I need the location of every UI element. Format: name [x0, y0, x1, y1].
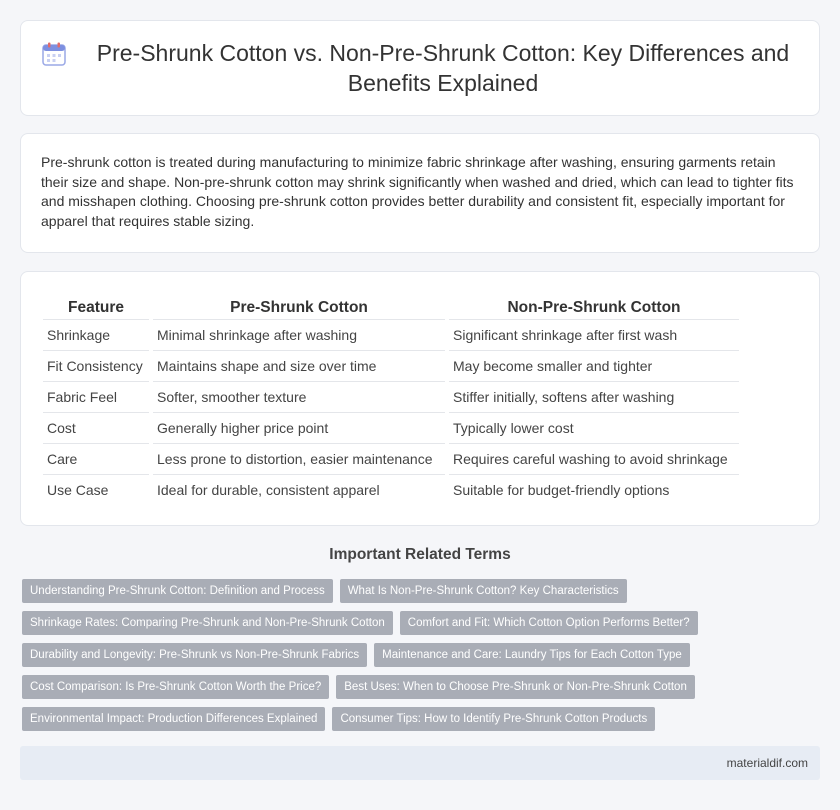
related-term-tag[interactable]: Environmental Impact: Production Differences Explained [22, 707, 325, 731]
row-feature: Fabric Feel [43, 381, 149, 412]
header-feature: Feature [68, 299, 124, 316]
row-pre-shrunk-value: Maintains shape and size over time [153, 350, 445, 381]
row-non-pre-shrunk-value: Suitable for budget-friendly options [449, 474, 739, 505]
related-term-tag[interactable]: Cost Comparison: Is Pre-Shrunk Cotton Worth the Price? [22, 675, 329, 699]
intro-paragraph: Pre-shrunk cotton is treated during manufacturing to minimize fabric shrinkage after washing, ensuring garments retain their size and shape. Non-pre-shrunk cotton may shrink significantly when washed and dried, which can lead to tighter fits and misshapen clothing. Choosing pre-shrunk cotton provides better durability and consistent fit, especially important for apparel that requires stable sizing. [41, 154, 794, 229]
row-non-pre-shrunk-value: Requires careful washing to avoid shrinkage [449, 443, 739, 474]
table-row [43, 474, 739, 505]
page-title: Pre-Shrunk Cotton vs. Non-Pre-Shrunk Cotton: Key Differences and Benefits Explained [96, 40, 790, 96]
row-non-pre-shrunk-value: Stiffer initially, softens after washing [449, 381, 739, 412]
table-row [43, 381, 739, 412]
table-row [43, 412, 739, 443]
related-terms-title: Important Related Terms [329, 546, 511, 563]
table-row [43, 350, 739, 381]
related-term-tag[interactable]: Understanding Pre-Shrunk Cotton: Definition and Process [22, 579, 333, 603]
row-pre-shrunk-value: Minimal shrinkage after washing [153, 319, 445, 350]
footer [20, 746, 820, 780]
row-pre-shrunk-value: Ideal for durable, consistent apparel [153, 474, 445, 505]
row-pre-shrunk-value: Softer, smoother texture [153, 381, 445, 412]
row-feature: Care [43, 443, 149, 474]
row-feature: Cost [43, 412, 149, 443]
related-terms-list [22, 579, 822, 731]
row-non-pre-shrunk-value: Typically lower cost [449, 412, 739, 443]
related-term-tag[interactable]: What Is Non-Pre-Shrunk Cotton? Key Characteristics [340, 579, 627, 603]
table-row [43, 443, 739, 474]
row-feature: Use Case [43, 474, 149, 505]
related-term-tag[interactable]: Comfort and Fit: Which Cotton Option Performs Better? [400, 611, 698, 635]
comparison-table [39, 293, 743, 505]
related-term-tag[interactable]: Durability and Longevity: Pre-Shrunk vs Non-Pre-Shrunk Fabrics [22, 643, 367, 667]
header-non-pre-shrunk: Non-Pre-Shrunk Cotton [507, 299, 681, 316]
row-feature: Fit Consistency [43, 350, 149, 381]
header-card [20, 20, 820, 116]
row-non-pre-shrunk-value: Significant shrinkage after first wash [449, 319, 739, 350]
calendar-icon [41, 41, 67, 67]
footer-site-link[interactable]: materialdif.com [726, 756, 808, 770]
related-term-tag[interactable]: Consumer Tips: How to Identify Pre-Shrunk Cotton Products [332, 707, 655, 731]
related-term-tag[interactable]: Shrinkage Rates: Comparing Pre-Shrunk and Non-Pre-Shrunk Cotton [22, 611, 393, 635]
related-term-tag[interactable]: Maintenance and Care: Laundry Tips for Each Cotton Type [374, 643, 690, 667]
row-non-pre-shrunk-value: May become smaller and tighter [449, 350, 739, 381]
row-feature: Shrinkage [43, 319, 149, 350]
row-pre-shrunk-value: Less prone to distortion, easier maintenance [153, 443, 445, 474]
table-row [43, 319, 739, 350]
table-header-row [43, 293, 739, 319]
header-pre-shrunk: Pre-Shrunk Cotton [230, 299, 368, 316]
intro-card [20, 133, 820, 253]
comparison-table-card [20, 271, 820, 526]
related-term-tag[interactable]: Best Uses: When to Choose Pre-Shrunk or Non-Pre-Shrunk Cotton [336, 675, 695, 699]
row-pre-shrunk-value: Generally higher price point [153, 412, 445, 443]
